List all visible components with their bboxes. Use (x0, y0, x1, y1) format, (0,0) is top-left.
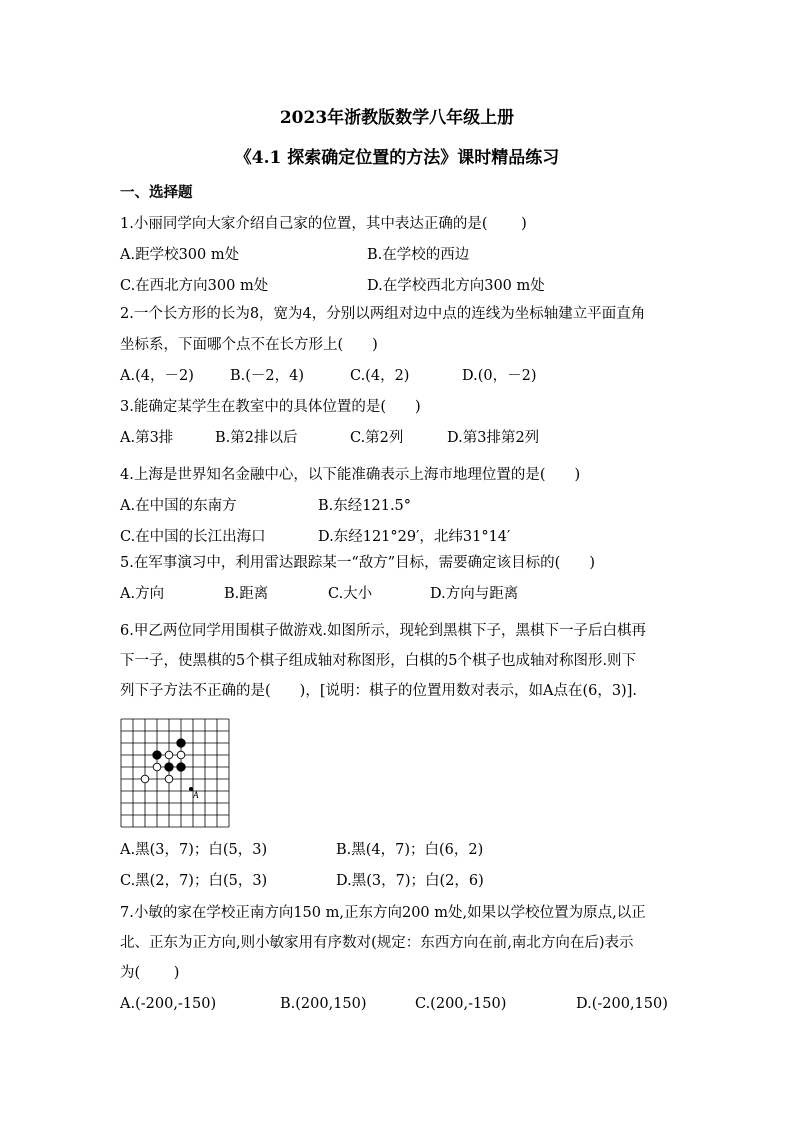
q4-option-a: A.在中国的东南方 (120, 498, 237, 514)
q1-option-c: C.在西北方向300 m处 (120, 278, 269, 294)
white-stone (165, 751, 173, 759)
document-subtitle: 《4.1 探索确定位置的方法》课时精品练习 (234, 148, 560, 168)
q4-option-b: B.东经121.5° (318, 498, 412, 514)
q6-option-a: A.黑(3，7)；白(5，3) (120, 842, 268, 858)
q2-option-b: B.(－2，4) (230, 368, 305, 384)
q5-option-d: D.方向与距离 (430, 586, 519, 602)
q5-option-c: C.大小 (328, 586, 373, 602)
q7-option-b: B.(200,150) (280, 996, 367, 1012)
q2-stem-line2: 坐标系，下面哪个点不在长方形上( ) (120, 337, 378, 353)
white-stone (177, 751, 185, 759)
white-stone (153, 763, 161, 771)
q1-option-b: B.在学校的西边 (367, 247, 470, 263)
q6-stem-line3: 列下子方法不正确的是( )，[说明：棋子的位置用数对表示，如A点在(6，3)]. (120, 683, 637, 699)
q1-option-d: D.在学校西北方向300 m处 (367, 278, 545, 294)
q6-option-d: D.黑(3，7)；白(2，6) (336, 873, 484, 889)
q1-stem: 1.小丽同学向大家介绍自己家的位置，其中表达正确的是( ) (120, 216, 527, 232)
document-title: 2023年浙教版数学八年级上册 (279, 108, 515, 128)
q5-option-a: A.方向 (120, 586, 165, 602)
q1-option-a: A.距学校300 m处 (120, 247, 240, 263)
q2-stem-line1: 2.一个长方形的长为8，宽为4，分别以两组对边中点的连线为坐标轴建立平面直角 (120, 306, 646, 322)
black-stone (153, 751, 161, 759)
board-grid (121, 719, 229, 827)
q3-option-d: D.第3排第2列 (447, 430, 540, 446)
q2-option-d: D.(0，－2) (462, 368, 537, 384)
q4-option-d: D.东经121°29′，北纬31°14′ (318, 529, 511, 545)
q5-option-b: B.距离 (224, 586, 269, 602)
q3-option-b: B.第2排以后 (215, 430, 298, 446)
board-stones (141, 739, 185, 783)
q6-stem-line2: 下一子，使黑棋的5个棋子组成轴对称图形，白棋的5个棋子也成轴对称图形.则下 (120, 653, 637, 669)
q3-option-c: C.第2列 (350, 430, 404, 446)
q4-stem: 4.上海是世界知名金融中心，以下能准确表示上海市地理位置的是( ) (120, 467, 581, 483)
point-a-label: A (193, 790, 199, 800)
q2-option-a: A.(4，－2) (120, 368, 194, 384)
q7-option-c: C.(200,-150) (415, 996, 507, 1012)
q6-option-b: B.黑(4，7)；白(6，2) (336, 842, 484, 858)
q4-option-c: C.在中国的长江出海口 (120, 529, 266, 545)
q7-option-d: D.(-200,150) (576, 996, 668, 1012)
q6-stem-line1: 6.甲乙两位同学用围棋子做游戏.如图所示，现轮到黑棋下子，黑棋下一子后白棋再 (120, 623, 646, 639)
black-stone (177, 763, 185, 771)
q7-stem-line1: 7.小敏的家在学校正南方向150 m,正东方向200 m处,如果以学校位置为原点,以正 (120, 905, 646, 921)
q7-stem-line2: 北、正东为正方向,则小敏家用有序数对(规定：东西方向在前,南北方向在后)表示 (120, 935, 634, 951)
go-board-figure (120, 718, 232, 830)
section-heading: 一、选择题 (120, 184, 193, 201)
q7-stem-line3: 为( ) (120, 965, 180, 981)
white-stone (141, 775, 149, 783)
q3-option-a: A.第3排 (120, 430, 174, 446)
white-stone (165, 775, 173, 783)
black-stone (165, 763, 173, 771)
q7-option-a: A.(-200,-150) (120, 996, 217, 1012)
q2-option-c: C.(4，2) (350, 368, 410, 384)
q3-stem: 3.能确定某学生在教室中的具体位置的是( ) (120, 399, 421, 415)
q6-option-c: C.黑(2，7)；白(5，3) (120, 873, 268, 889)
q5-stem: 5.在军事演习中，利用雷达跟踪某一“敌方”目标，需要确定该目标的( ) (120, 555, 595, 571)
black-stone (177, 739, 185, 747)
